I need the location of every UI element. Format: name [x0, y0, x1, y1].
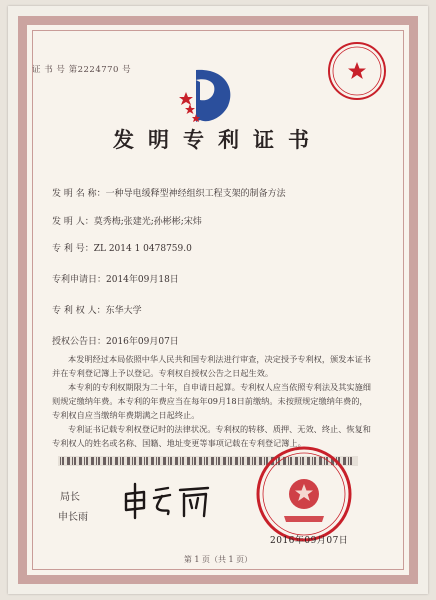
field-patent-number: 专 利 号：ZL 2014 1 0478759.0 [52, 244, 192, 254]
field-invention-name: 发 明 名 称：一种导电缓释型神经组织工程支架的制备方法 [52, 189, 286, 199]
paragraph-grant-statement: 本发明经过本局依照中华人民共和国专利法进行审查，决定授予专利权，颁发本证书并在专利登记簿上予以登记。专利权自授权公告之日起生效。 [52, 354, 371, 378]
seal-date: 2016年09月07日 [270, 536, 349, 546]
paragraph-term-and-fees: 本专利的专利权期限为二十年，自申请日起算。专利权人应当依照专利法及其实施细则规定缴纳年费。本专利的年费应当在每年09月18日前缴纳。未按照规定缴纳年费的，专利权自应当缴纳年费期满之日起终止。 [52, 382, 371, 420]
certificate-number: 证 书 号 第2224770 号 [32, 65, 132, 75]
page-title: 发明专利证书 [113, 127, 323, 152]
field-filing-date: 专利申请日：2014年09月18日 [52, 275, 179, 285]
chief-title: 局长 [60, 492, 80, 503]
page-number: 第 1 页（共 1 页） [183, 555, 253, 564]
university-archive-stamp [326, 40, 388, 102]
chief-signature [118, 478, 218, 522]
patent-office-logo-icon [176, 62, 240, 128]
field-inventors: 发 明 人：莫秀梅;张建光;孙彬彬;宋炜 [52, 217, 202, 227]
field-patentee: 专 利 权 人：东华大学 [52, 306, 142, 316]
field-grant-date: 授权公告日：2016年09月07日 [52, 337, 179, 347]
paragraph-legal-status: 专利证书记载专利权登记时的法律状况。专利权的转移、质押、无效、终止、恢复和专利权人的姓名或名称、国籍、地址变更等事项记载在专利登记簿上。 [52, 424, 371, 448]
chief-name: 申长雨 [58, 512, 88, 523]
